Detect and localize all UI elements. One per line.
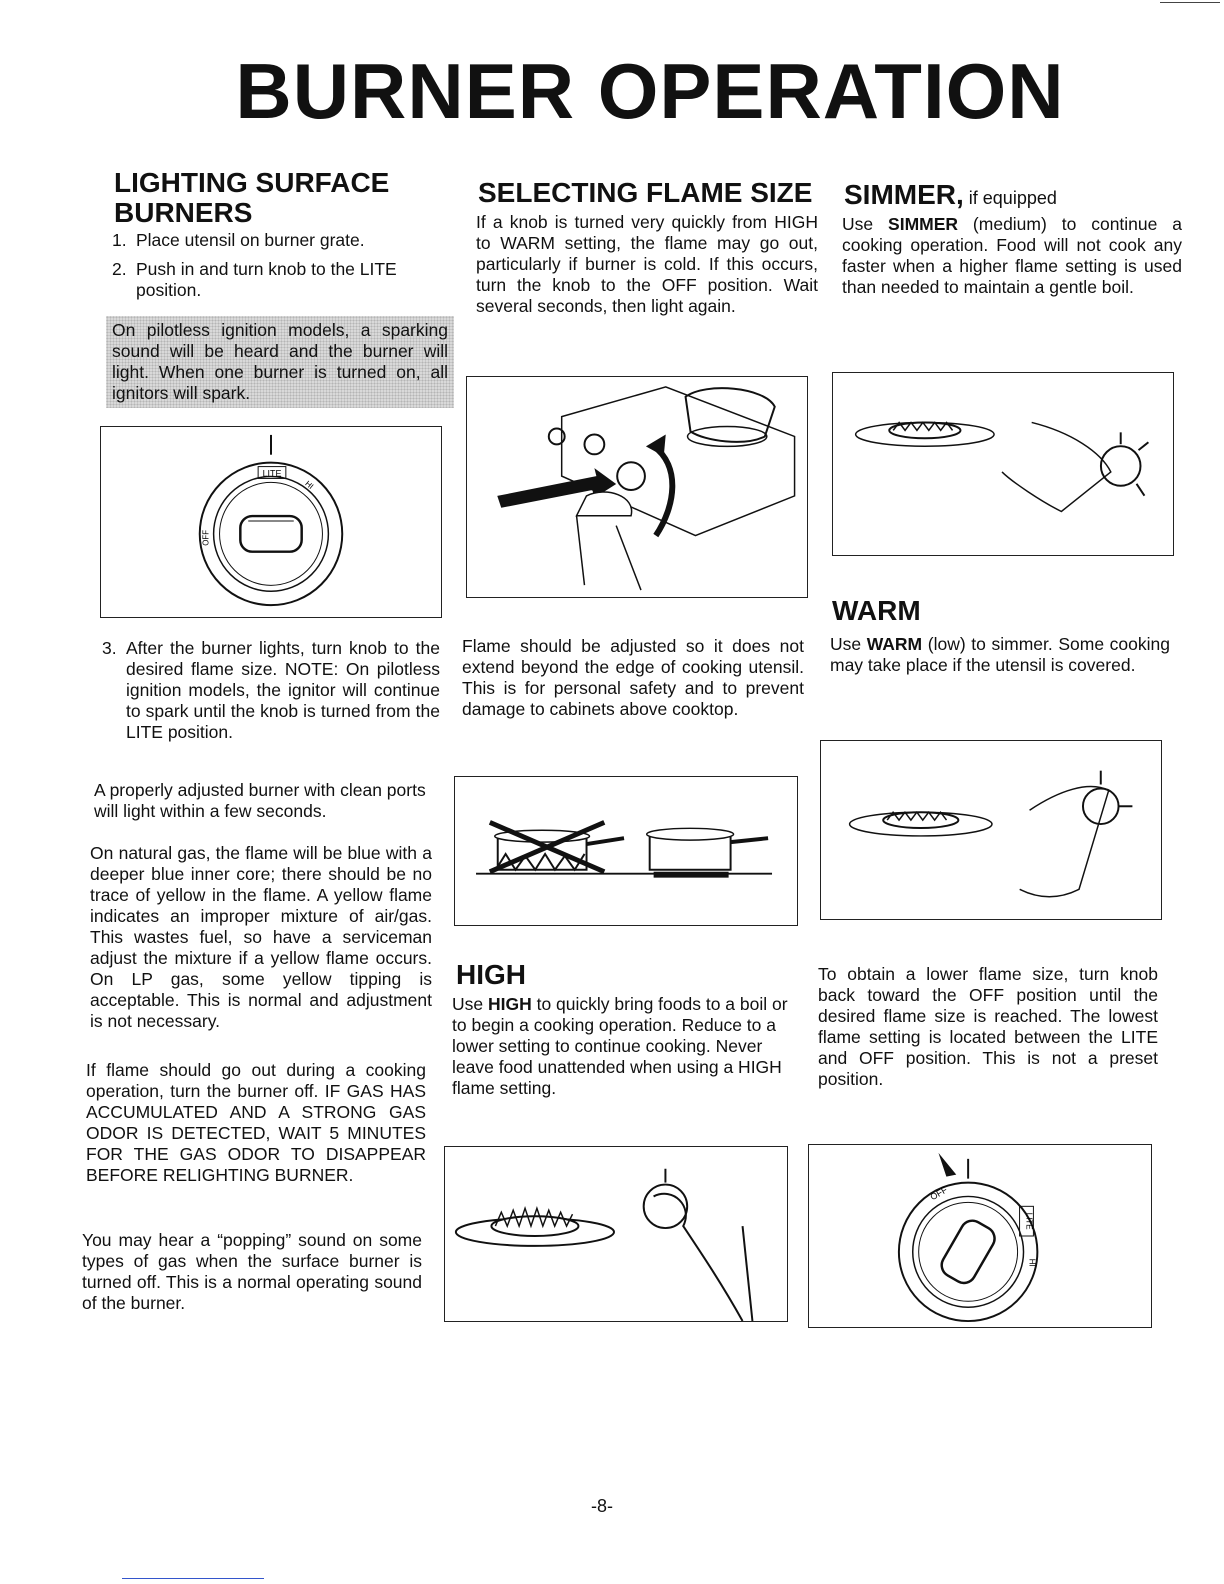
knob-lite-illustration	[101, 427, 441, 617]
list-item	[112, 259, 457, 301]
warm-rest: (low) to simmer. Some cooking may take place if the utensil is covered.	[830, 634, 1170, 675]
simmer-lead: Use	[842, 214, 889, 234]
step-number: 2.	[112, 259, 127, 279]
knob-lite-figure	[100, 426, 442, 618]
step-number: 3.	[102, 638, 117, 658]
knob-off-figure	[808, 1144, 1152, 1328]
warm-lower-flame-text: To obtain a lower flame size, turn knob back toward the OFF position until the desired flame size is reached. The lowest flame setting is located between the LITE and OFF position. This is not a preset position.	[818, 964, 1158, 1089]
lighting-para3: If flame should go out during a cooking operation, turn the burner off. IF GAS HAS ACCUMULATED AND A STRONG GAS ODOR IS DETECTED, WAIT 5 MINUTES FOR THE GAS ODOR TO DISAPPEAR BEFORE RELIGHTING BURNER.	[86, 1060, 426, 1185]
selecting-para1: If a knob is turned very quickly from HIGH to WARM setting, the flame may go out, particularly if burner is cold. If this occurs, turn the knob to the OFF position. Wait several seconds, then light again.	[476, 212, 818, 316]
pilotless-note: On pilotless ignition models, a sparking sound will be heard and the burner will light. When one burner is turned on, all ignitors will spark.	[106, 316, 454, 408]
simmer-rest: (medium) to continue a cooking operation. Food will not cook any faster when a higher flame setting is used than needed to maintain a gentle boil.	[842, 214, 1183, 297]
step-text: After the burner lights, turn knob to the desired flame size. NOTE: On pilotless ignition models, the ignitor will continue to spark until the knob is turned from the LITE position.	[126, 638, 440, 742]
simmer-heading-text: SIMMER,	[844, 179, 964, 210]
simmer-heading-suffix: if equipped	[963, 188, 1057, 208]
simmer-burner-illustration	[833, 373, 1173, 555]
step-number: 1.	[112, 230, 127, 250]
lighting-para1: A properly adjusted burner with clean ports will light within a few seconds.	[94, 780, 426, 821]
lighting-heading	[114, 168, 434, 228]
high-lead: Use	[452, 994, 488, 1014]
page-number: -8-	[591, 1496, 613, 1516]
lighting-heading-line1: LIGHTING SURFACE	[114, 167, 390, 198]
warm-bold: WARM	[866, 634, 923, 654]
high-burner-figure	[444, 1146, 788, 1322]
warm-burner-figure	[820, 740, 1162, 920]
lighting-para4: You may hear a “popping” sound on some types of gas when the surface burner is turned off. This is a normal operating sound of the burner.	[82, 1230, 422, 1313]
warm-heading: WARM	[832, 595, 921, 626]
range-knob-figure	[466, 376, 808, 598]
knob-hi-label: HI	[1027, 1258, 1037, 1267]
footer-rule	[122, 1578, 264, 1579]
knob-off-illustration	[809, 1145, 1151, 1327]
simmer-burner-figure	[832, 372, 1174, 556]
warm-text	[830, 634, 1170, 676]
step-text: Push in and turn knob to the LITE position.	[136, 259, 397, 300]
lighting-para2: On natural gas, the flame will be blue with a deeper blue inner core; there should be no trace of yellow in the flame. A yellow flame indicates an improper mixture of air/gas. This wastes fuel, so have a serviceman adjust the mixture if a yellow flame occurs. On LP gas, some yellow tipping is acceptable. This is normal and adjustment is not necessary.	[90, 843, 432, 1031]
selecting-para2: Flame should be adjusted so it does not extend beyond the edge of cooking utensil. This is for personal safety and to prevent damage to cabinets above cooktop.	[462, 636, 804, 719]
page-title: BURNER OPERATION	[235, 47, 1065, 135]
warm-burner-illustration	[821, 741, 1161, 919]
step-text: Place utensil on burner grate.	[136, 230, 365, 250]
knob-off-label: OFF	[201, 529, 211, 546]
lighting-heading-line2: BURNERS	[114, 197, 253, 228]
warm-lead: Use	[830, 634, 867, 654]
knob-off-label: OFF	[928, 1184, 949, 1203]
knob-lite-label: LITE	[262, 468, 282, 479]
high-rest: to quickly bring foods to a boil or to begin a cooking operation. Reduce to a lower setting to continue cooking. Never leave food unattended when using a HIGH flame setting.	[452, 994, 788, 1098]
high-text	[452, 994, 796, 1099]
knob-lite-label: LITE	[1024, 1212, 1034, 1230]
list-item	[112, 230, 457, 251]
high-bold: HIGH	[487, 994, 532, 1014]
knob-hi-label: HI	[303, 479, 316, 492]
simmer-bold: SIMMER	[888, 214, 959, 234]
pot-size-figure	[454, 776, 798, 926]
selecting-heading: SELECTING FLAME SIZE	[478, 177, 813, 208]
range-knob-illustration	[467, 377, 807, 597]
list-item	[102, 638, 440, 743]
corner-rule	[1160, 2, 1220, 3]
pot-size-illustration	[455, 777, 797, 925]
lighting-steps	[112, 230, 457, 301]
high-heading: HIGH	[456, 959, 526, 990]
simmer-text	[842, 214, 1182, 298]
high-burner-illustration	[445, 1147, 787, 1321]
lighting-step3	[102, 638, 440, 743]
simmer-heading	[844, 180, 1184, 213]
